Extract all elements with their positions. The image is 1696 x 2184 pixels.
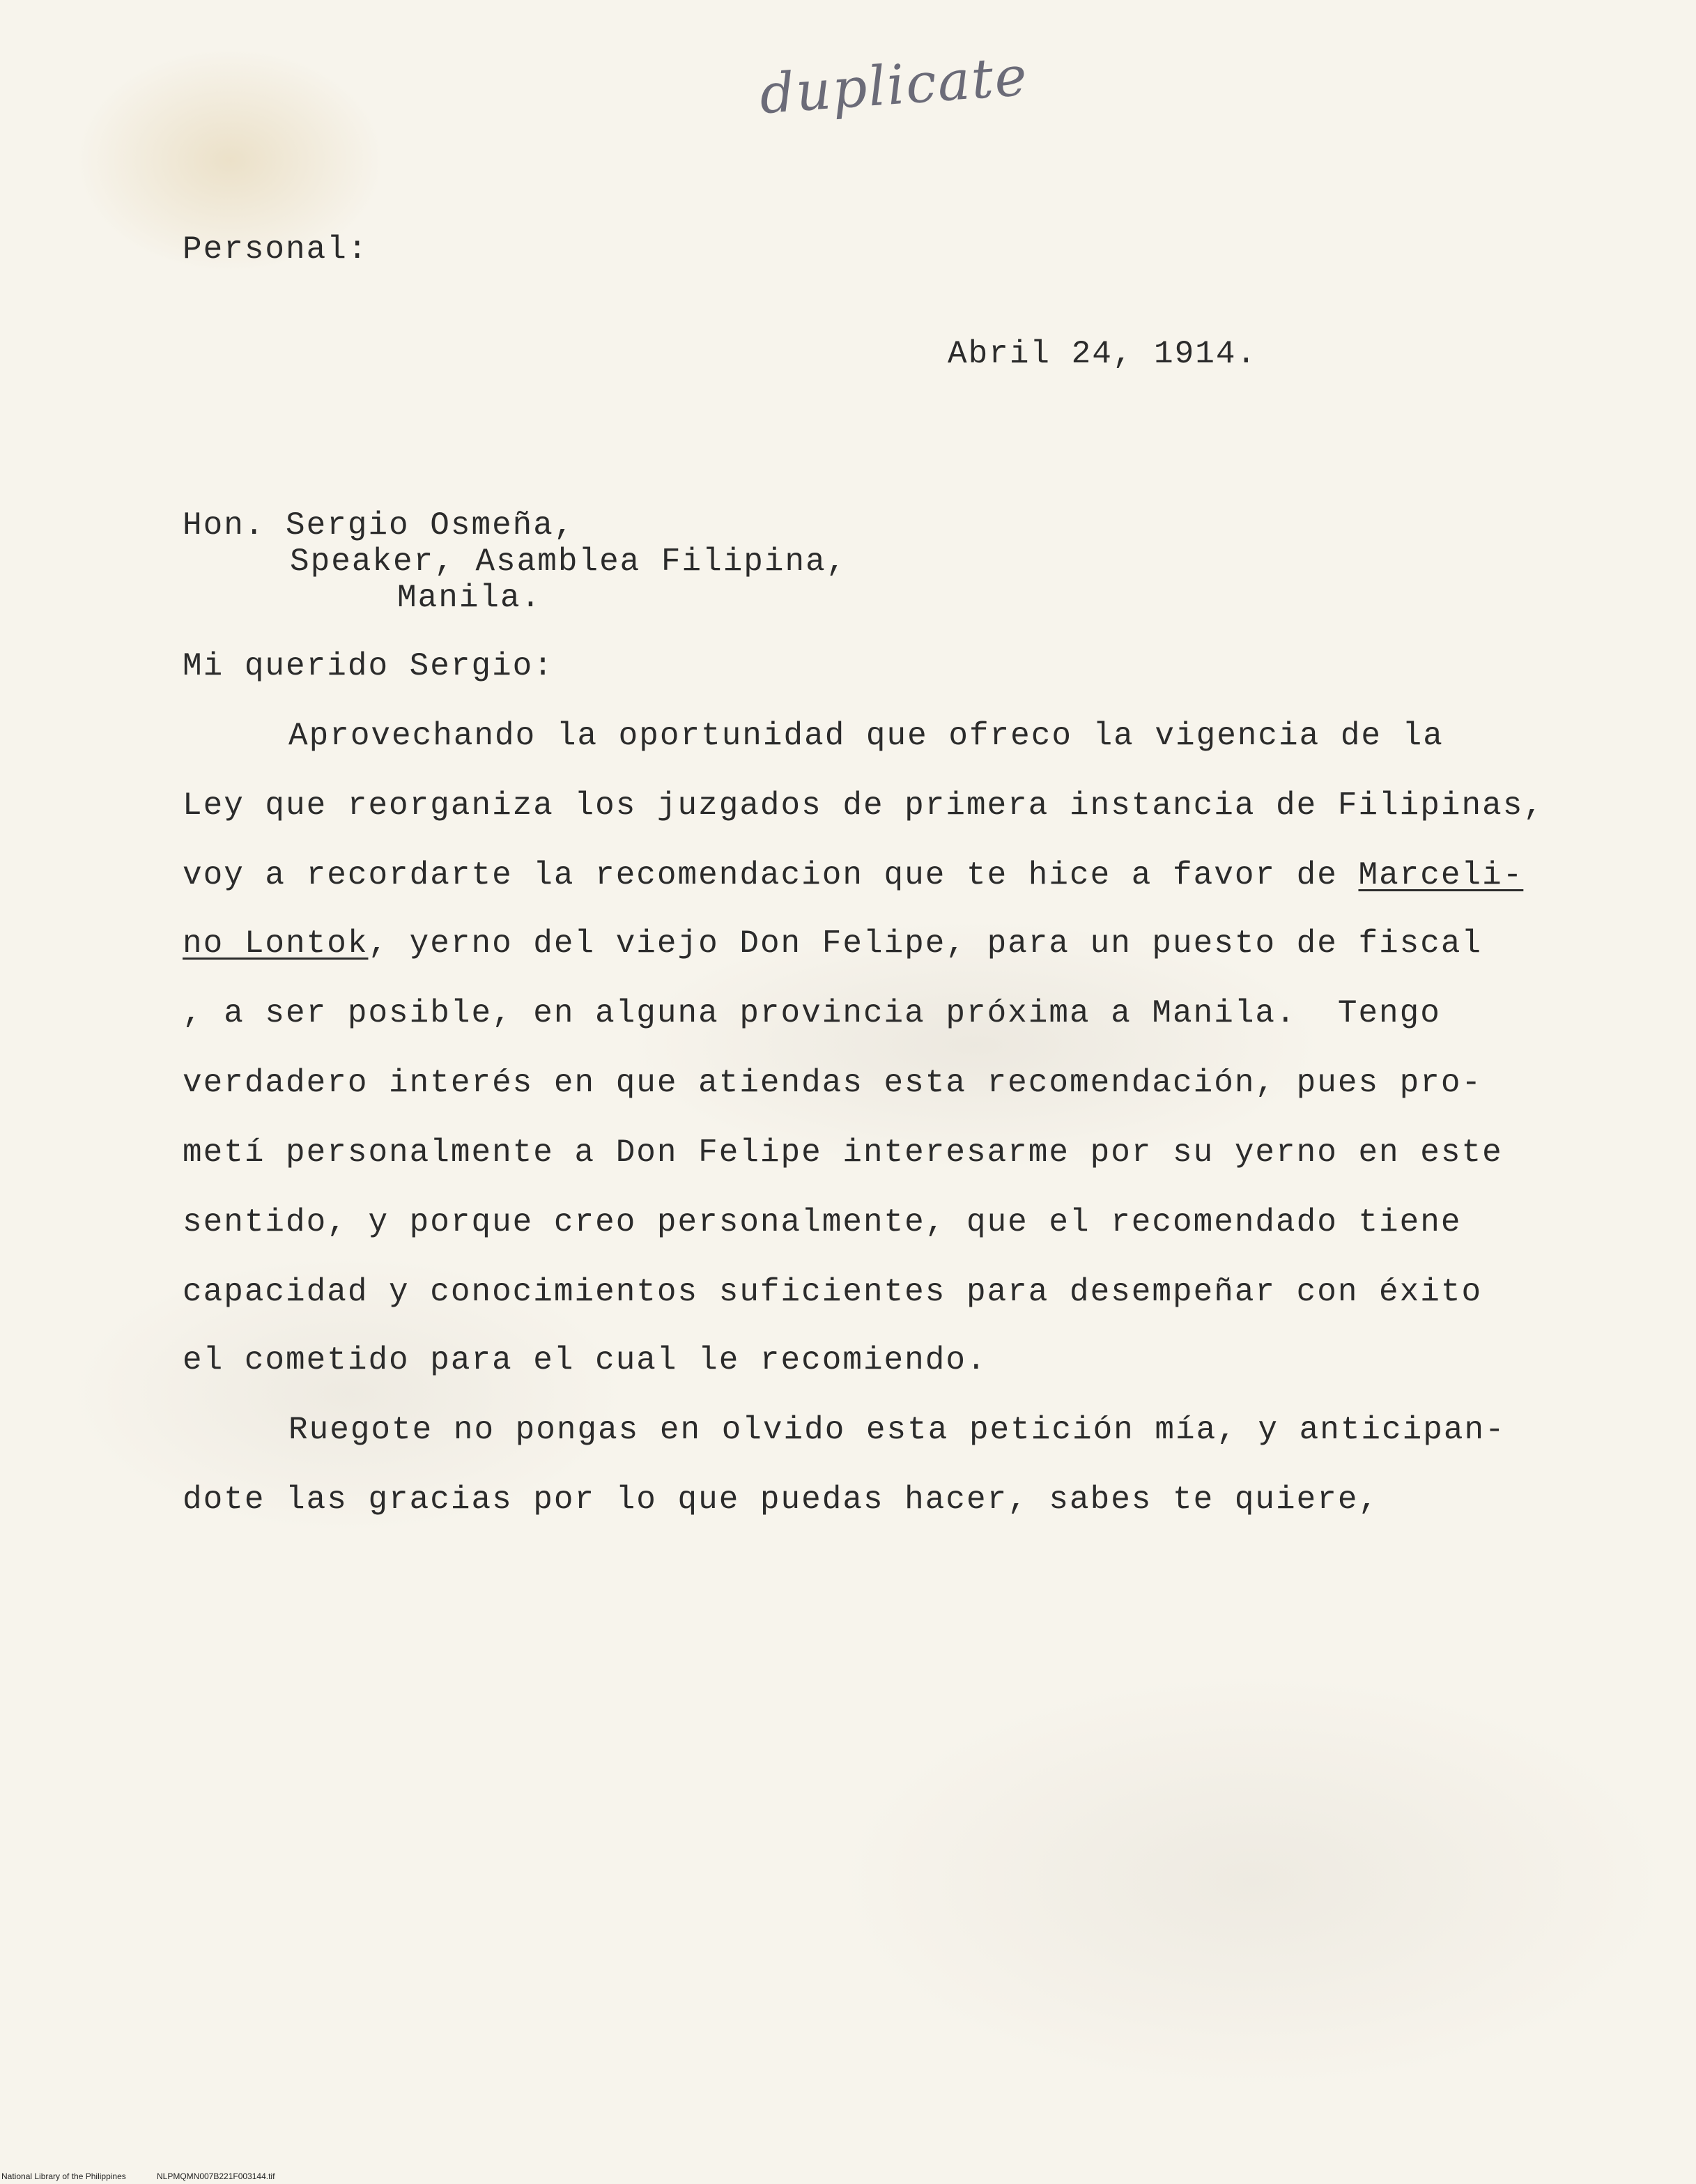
- body-line: Ruegote no pongas en olvido esta petición mía, y anticipan-: [288, 1412, 1506, 1448]
- body-text: , yerno del viejo Don Felipe, para un puesto de fiscal: [368, 925, 1483, 962]
- body-line: el cometido para el cual le recomiendo.: [183, 1342, 987, 1378]
- letter-date: Abril 24, 1914.: [948, 336, 1258, 372]
- address-line-2: Speaker, Asamblea Filipina,: [290, 544, 847, 580]
- body-line: sentido, y porque creo personalmente, que el recomendado tiene: [183, 1204, 1462, 1240]
- address-line-1: Hon. Sergio Osmeña,: [183, 507, 575, 544]
- archive-footer: [0, 2166, 1696, 2184]
- body-line: , a ser posible, en alguna provincia próxima a Manila. Tengo: [183, 995, 1441, 1031]
- address-line-3: Manila.: [397, 580, 542, 616]
- underlined-name: no Lontok: [183, 925, 369, 962]
- body-text: voy a recordarte la recomendacion que te hice a favor de: [183, 857, 1359, 893]
- body-line: dote las gracias por lo que puedas hacer, sabes te quiere,: [183, 1482, 1380, 1518]
- body-line: verdadero interés en que atiendas esta recomendación, pues pro-: [183, 1065, 1483, 1101]
- handwritten-annotation: duplicate: [757, 45, 1031, 127]
- body-line: Aprovechando la oportunidad que ofreco la vigencia de la: [288, 718, 1444, 754]
- personal-label: Personal:: [183, 231, 369, 268]
- body-line: [183, 925, 1482, 962]
- body-line: capacidad y conocimientos suficientes para desempeñar con éxito: [183, 1274, 1483, 1310]
- body-line: metí personalmente a Don Felipe interesarme por su yerno en este: [183, 1135, 1503, 1171]
- body-line: [183, 857, 1523, 893]
- body-line: Ley que reorganiza los juzgados de primera instancia de Filipinas,: [183, 787, 1544, 824]
- salutation: Mi querido Sergio:: [183, 648, 554, 684]
- file-id: NLPMQMN007B221F003144.tif: [157, 2171, 275, 2181]
- library-name: National Library of the Philippines: [1, 2171, 126, 2181]
- underlined-name: Marceli-: [1358, 857, 1524, 893]
